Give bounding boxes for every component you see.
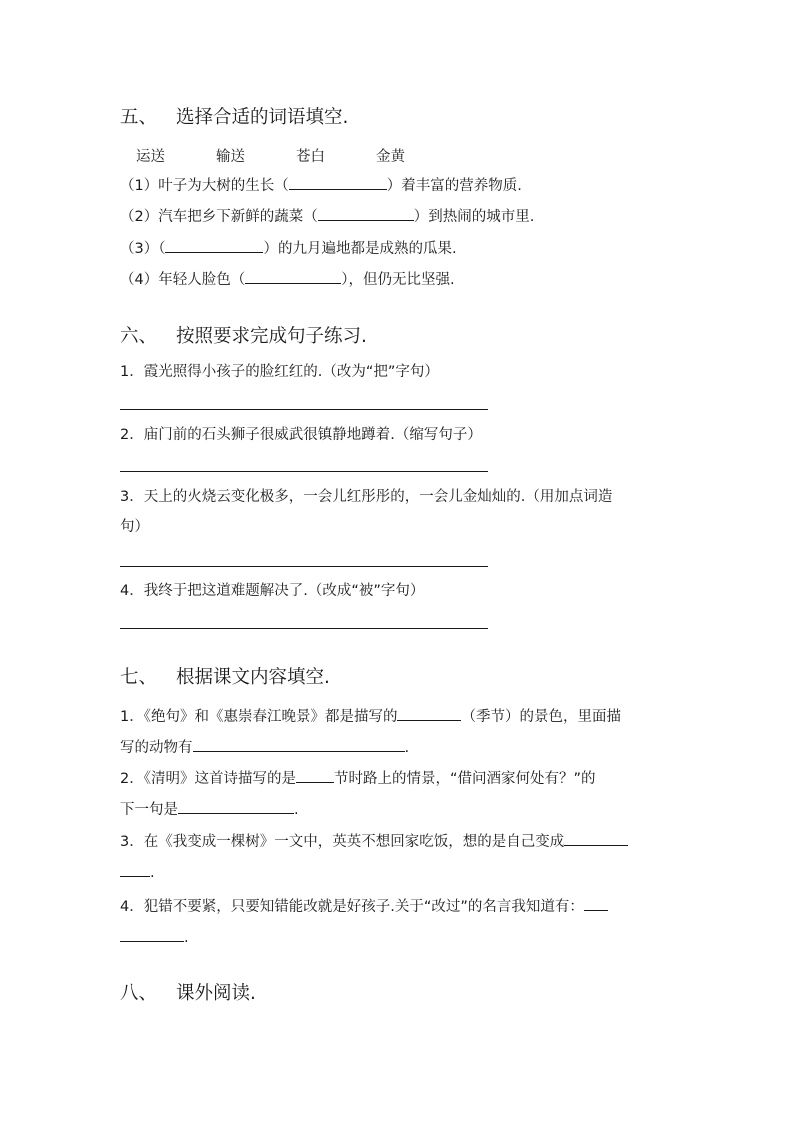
question-text: 3．在《我变成一棵树》一文中，英英不想回家吃饭，想的是自己变成 bbox=[120, 834, 565, 850]
word-bank-item: 运送 bbox=[136, 149, 165, 165]
fill-7-3-continued bbox=[120, 862, 155, 883]
section-title: 选择合适的词语填空. bbox=[176, 107, 349, 128]
question-text: （2）汽车把乡下新鲜的蔬菜（ bbox=[120, 209, 318, 225]
section-number: 六、 bbox=[120, 326, 158, 347]
exercise-6-1: 1．霞光照得小孩子的脸红红的.（改为“把”字句） bbox=[120, 364, 439, 380]
question-text: （4）年轻人脸色（ bbox=[120, 272, 246, 288]
fill-7-2 bbox=[120, 768, 596, 789]
section7-heading bbox=[120, 666, 330, 690]
fill-7-1-continued bbox=[120, 737, 409, 758]
exercise-6-2: 2．庙门前的石头狮子很威武很镇静地蹲着.（缩写句子） bbox=[120, 427, 482, 443]
period: . bbox=[150, 865, 155, 881]
answer-blank[interactable] bbox=[165, 238, 263, 253]
question-text: （季节）的景色，里面描 bbox=[461, 709, 621, 725]
fill-7-2-continued bbox=[120, 799, 299, 820]
question-text: ）的九月遍地都是成熟的瓜果. bbox=[263, 241, 457, 257]
fill-7-4-continued bbox=[120, 927, 189, 948]
section8-heading bbox=[120, 982, 256, 1006]
exercise-6-4: 4．我终于把这道难题解决了.（改成“被”字句） bbox=[120, 583, 425, 599]
question-text: ），但仍无比坚强. bbox=[341, 272, 455, 288]
answer-blank[interactable] bbox=[120, 862, 150, 877]
answer-line[interactable] bbox=[120, 566, 488, 567]
section-title: 根据课文内容填空. bbox=[176, 667, 330, 688]
question-text: 1．《绝句》和《惠崇春江晚景》都是描写的 bbox=[120, 709, 398, 725]
question-5-1 bbox=[120, 175, 522, 196]
word-bank-item: 输送 bbox=[216, 149, 245, 165]
question-text: （3）（ bbox=[120, 241, 166, 257]
answer-blank[interactable] bbox=[397, 706, 461, 721]
answer-line[interactable] bbox=[120, 628, 488, 629]
fill-7-3 bbox=[120, 831, 628, 852]
period: . bbox=[294, 802, 299, 818]
fill-7-1 bbox=[120, 706, 621, 727]
section-number: 八、 bbox=[120, 983, 158, 1004]
answer-blank[interactable] bbox=[289, 175, 387, 190]
section-number: 七、 bbox=[120, 667, 158, 688]
period: . bbox=[184, 930, 189, 946]
answer-line[interactable] bbox=[120, 471, 488, 472]
answer-blank[interactable] bbox=[564, 831, 628, 846]
word-bank-item: 苍白 bbox=[296, 149, 325, 165]
answer-line[interactable] bbox=[120, 409, 488, 410]
word-bank-item: 金黄 bbox=[376, 149, 405, 165]
section-number: 五、 bbox=[120, 107, 158, 128]
section5-heading bbox=[120, 106, 348, 130]
question-5-3 bbox=[120, 238, 457, 259]
question-text: （1）叶子为大树的生长（ bbox=[120, 178, 289, 194]
answer-blank[interactable] bbox=[193, 737, 405, 752]
answer-blank[interactable] bbox=[318, 206, 414, 221]
answer-blank[interactable] bbox=[296, 768, 334, 783]
exercise-6-3-continued: 句） bbox=[120, 519, 149, 535]
question-text: ）着丰富的营养物质. bbox=[386, 178, 522, 194]
answer-blank[interactable] bbox=[178, 799, 294, 814]
question-5-4 bbox=[120, 269, 455, 290]
section-title: 按照要求完成句子练习. bbox=[176, 326, 367, 347]
answer-blank[interactable] bbox=[584, 896, 608, 911]
question-text: 节时路上的情景，“借问酒家何处有？”的 bbox=[333, 771, 596, 787]
period: . bbox=[404, 740, 410, 756]
section-title: 课外阅读. bbox=[176, 983, 256, 1004]
answer-blank[interactable] bbox=[120, 927, 184, 942]
question-text: 写的动物有 bbox=[120, 740, 193, 756]
exercise-6-3: 3．天上的火烧云变化极多，一会儿红彤彤的，一会儿金灿灿的.（用加点词造 bbox=[120, 489, 613, 505]
question-text: 2．《清明》这首诗描写的是 bbox=[120, 771, 296, 787]
question-text: 4．犯错不要紧，只要知错能改就是好孩子.关于“改过”的名言我知道有： bbox=[120, 899, 584, 915]
answer-blank[interactable] bbox=[245, 269, 341, 284]
section6-heading bbox=[120, 325, 367, 349]
question-text: ）到热闹的城市里. bbox=[413, 209, 535, 225]
fill-7-4 bbox=[120, 896, 608, 917]
question-text: 下一句是 bbox=[120, 802, 178, 818]
question-5-2 bbox=[120, 206, 534, 227]
